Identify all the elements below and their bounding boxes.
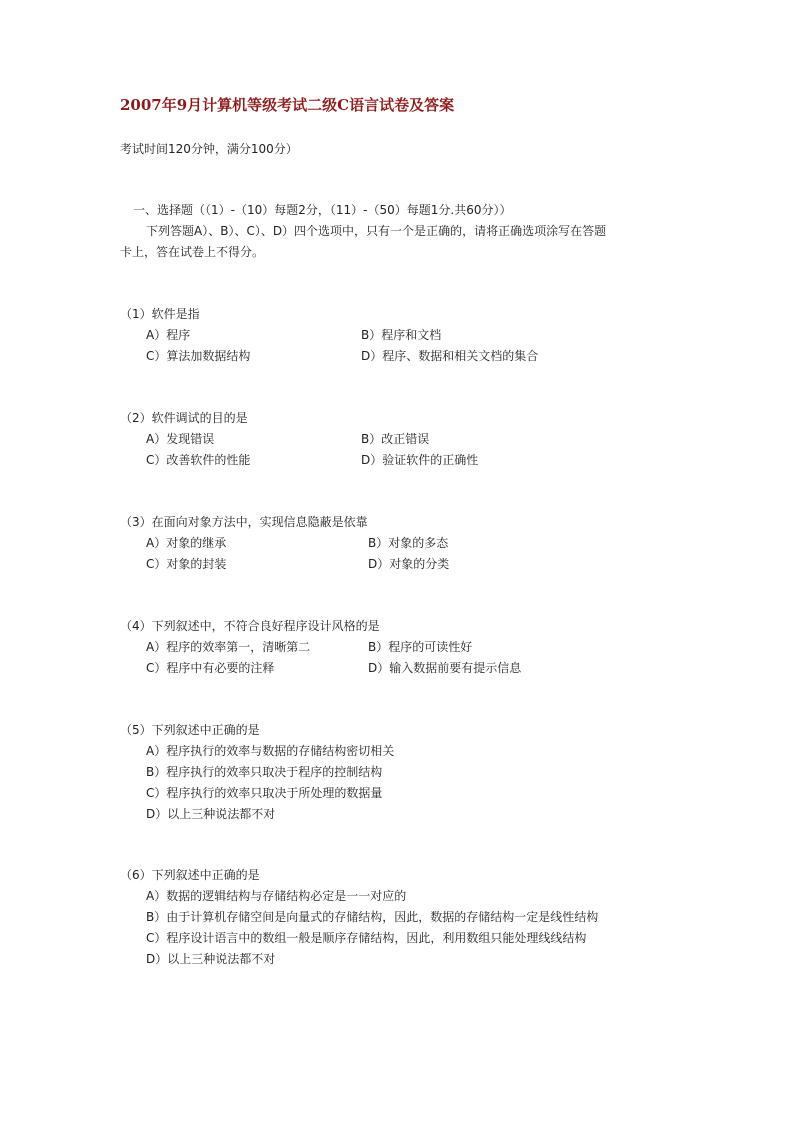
option-c: C）对象的封装 [146,557,227,571]
option-b: B）由于计算机存储空间是向量式的存储结构，因此，数据的存储结构一定是线性结构 [146,910,599,924]
option-d: D）输入数据前要有提示信息 [368,661,522,675]
option-a: A）程序执行的效率与数据的存储结构密切相关 [146,744,395,758]
question-stem: （4）下列叙述中，不符合良好程序设计风格的是 [120,619,380,633]
question-stem: （6）下列叙述中正确的是 [120,868,260,882]
option-a: A）对象的继承 [146,536,227,550]
option-a: A）数据的逻辑结构与存储结构必定是一一对应的 [146,889,407,903]
question-stem: （1）软件是指 [120,307,200,321]
question-stem: （3）在面向对象方法中，实现信息隐蔽是依靠 [120,515,368,529]
option-c: C）程序执行的效率只取决于所处理的数据量 [146,786,383,800]
option-d: D）以上三种说法都不对 [146,952,276,966]
option-c: C）程序中有必要的注释 [146,661,275,675]
option-c: C）算法加数据结构 [146,349,251,363]
option-b: B）程序的可读性好 [368,640,473,654]
option-c: C）程序设计语言中的数组一般是顺序存储结构，因此，利用数组只能处理线线结构 [146,931,587,945]
option-b: B）改正错误 [361,432,430,446]
section-heading: 一、选择题（（1）-（10）每题2分，（11）-（50）每题1分.共60分）） [133,203,512,217]
exam-info: 考试时间120分钟，满分100分） [120,142,298,156]
option-a: A）发现错误 [146,432,215,446]
option-d: D）验证软件的正确性 [361,453,479,467]
option-d: D）程序、数据和相关文档的集合 [361,349,539,363]
option-c: C）改善软件的性能 [146,453,251,467]
document-title: 2007年9月计算机等级考试二级C语言试卷及答案 [120,96,455,114]
option-d: D）对象的分类 [368,557,450,571]
question-stem: （2）软件调试的目的是 [120,411,248,425]
option-d: D）以上三种说法都不对 [146,807,276,821]
option-b: B）程序执行的效率只取决于程序的控制结构 [146,765,383,779]
option-b: B）对象的多态 [368,536,449,550]
option-a: A）程序 [146,328,191,342]
option-b: B）程序和文档 [361,328,442,342]
option-a: A）程序的效率第一，清晰第二 [146,640,311,654]
section-instruction: 下列答题A）、B）、C）、D）四个选项中，只有一个是正确的，请将正确选项涂写在答题 [146,224,607,238]
question-stem: （5）下列叙述中正确的是 [120,723,260,737]
section-instruction-cont: 卡上，答在试卷上不得分。 [120,245,265,259]
